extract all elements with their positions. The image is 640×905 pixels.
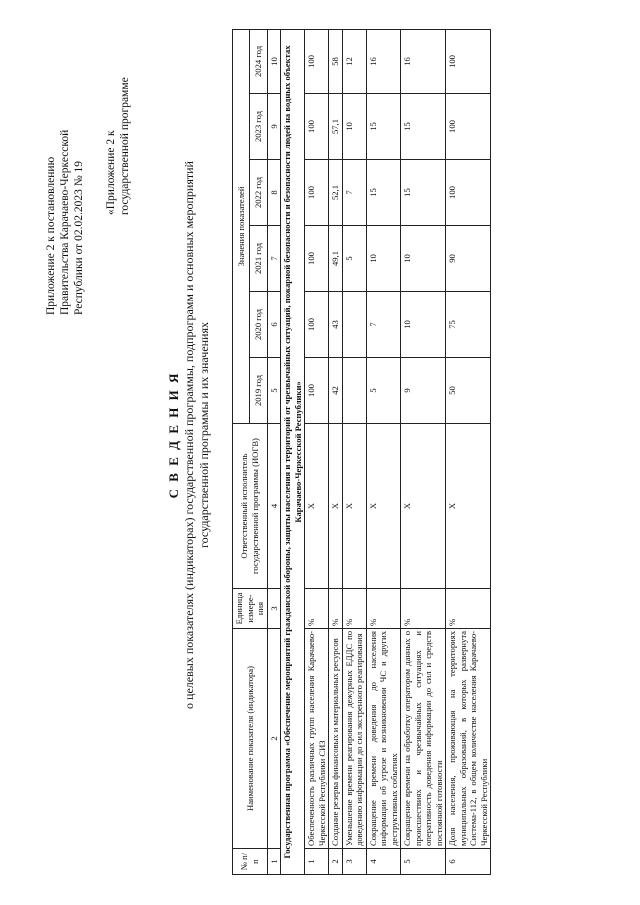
col-header-year: 2021 год xyxy=(250,226,267,292)
header-row xyxy=(233,29,250,874)
column-number: 2 xyxy=(267,629,281,849)
value-cell: 10 xyxy=(401,226,446,292)
column-number: 1 xyxy=(267,849,281,875)
approval-reference xyxy=(44,130,86,315)
executor-cell: X xyxy=(329,424,343,589)
col-header-year: 2020 год xyxy=(250,292,267,358)
executor-cell: X xyxy=(401,424,446,589)
value-cell: 15 xyxy=(366,160,401,226)
row-num: 2 xyxy=(329,849,343,875)
col-header-executor: Ответственный исполнитель государственной программы (ИОГВ) xyxy=(233,424,268,589)
column-number: 6 xyxy=(267,292,281,358)
executor-cell: X xyxy=(305,424,329,589)
value-cell: 75 xyxy=(446,292,491,358)
value-cell: 52,1 xyxy=(329,160,343,226)
col-header-name: Наименование показателя (индикатора) xyxy=(233,629,268,849)
column-number-row xyxy=(267,29,281,874)
row-num: 6 xyxy=(446,849,491,875)
value-cell: 58 xyxy=(329,29,343,93)
row-num: 4 xyxy=(366,849,401,875)
col-header-year: 2023 год xyxy=(250,94,267,160)
indicator-name: Создание резерва финансовых и материальных ресурсов xyxy=(329,629,343,849)
approval-line: Приложение 2 к постановлению xyxy=(45,156,57,315)
table-row xyxy=(342,29,366,874)
value-cell: 10 xyxy=(401,292,446,358)
approval-line: Республики от 02.02.2023 № 19 xyxy=(73,160,85,315)
table-row xyxy=(366,29,401,874)
indicators-table xyxy=(232,29,491,875)
section-row xyxy=(281,29,305,874)
value-cell: 9 xyxy=(401,358,446,424)
value-cell: 100 xyxy=(305,29,329,93)
value-cell xyxy=(342,292,366,358)
value-cell xyxy=(342,358,366,424)
value-cell: 16 xyxy=(401,29,446,93)
table-row xyxy=(401,29,446,874)
row-num: 5 xyxy=(401,849,446,875)
table-row xyxy=(305,29,329,874)
value-cell: 100 xyxy=(305,292,329,358)
row-num: 1 xyxy=(305,849,329,875)
column-number: 7 xyxy=(267,226,281,292)
unit-cell: % xyxy=(401,589,446,629)
value-cell: 100 xyxy=(446,160,491,226)
col-header-values-group: Значения показателей xyxy=(233,29,250,423)
value-cell: 7 xyxy=(342,160,366,226)
column-number: 8 xyxy=(267,160,281,226)
indicator-name: Сокращение времени доведения до населения информации об угрозе и возникновении ЧС и других деструктивных событиях xyxy=(366,629,401,849)
indicator-name: Доля населения, проживающая на территориях муниципальных образований, в которых развернута Система-112, в общем количестве населения Карачаево-Черкесской Республики xyxy=(446,629,491,849)
column-number: 3 xyxy=(267,589,281,629)
unit-cell: % xyxy=(366,589,401,629)
unit-cell: % xyxy=(446,589,491,629)
value-cell: 42 xyxy=(329,358,343,424)
row-num: 3 xyxy=(342,849,366,875)
column-number: 9 xyxy=(267,94,281,160)
value-cell: 100 xyxy=(446,94,491,160)
column-number: 10 xyxy=(267,29,281,93)
col-header-year: 2019 год xyxy=(250,358,267,424)
column-number: 5 xyxy=(267,358,281,424)
unit-cell: % xyxy=(342,589,366,629)
value-cell: 90 xyxy=(446,226,491,292)
document-subtitle-line: о целевых показателях (индикаторах) государственной программы, подпрограмм и основных мероприятий xyxy=(182,161,196,709)
value-cell: 100 xyxy=(305,358,329,424)
value-cell: 12 xyxy=(342,29,366,93)
title-block xyxy=(166,85,211,785)
value-cell: 49,1 xyxy=(329,226,343,292)
table-row xyxy=(329,29,343,874)
value-cell: 50 xyxy=(446,358,491,424)
approval-line: Правительства Карачаево-Черкесской xyxy=(59,129,71,315)
value-cell: 15 xyxy=(401,160,446,226)
value-cell: 10 xyxy=(366,226,401,292)
value-cell: 15 xyxy=(401,94,446,160)
col-header-year: 2024 год xyxy=(250,29,267,93)
program-appendix-reference xyxy=(104,77,132,215)
col-header-unit: Единица измере-ния xyxy=(233,589,268,629)
value-cell: 100 xyxy=(305,226,329,292)
value-cell: 100 xyxy=(305,94,329,160)
value-cell: 7 xyxy=(366,292,401,358)
value-cell: 5 xyxy=(342,226,366,292)
program-ref-line: государственной программе xyxy=(119,77,131,215)
col-header-num: № п/п xyxy=(233,849,268,875)
program-ref-line: «Приложение 2 к xyxy=(105,130,117,215)
executor-cell: X xyxy=(366,424,401,589)
unit-cell: % xyxy=(329,589,343,629)
value-cell: 43 xyxy=(329,292,343,358)
value-cell: 57,1 xyxy=(329,94,343,160)
table-row xyxy=(446,29,491,874)
executor-cell: X xyxy=(446,424,491,589)
document-heading: С В Е Д Е Н И Я xyxy=(166,371,181,499)
indicator-name: Сокращение времени на обработку оператором данных о происшествиях и чрезвычайных ситуациях и оперативность доведения информации до сил и средств постоянной готовности xyxy=(401,629,446,849)
indicator-name: Обеспеченность различных групп населения Карачаево-Черкесской Республики СИЗ xyxy=(305,629,329,849)
value-cell: 16 xyxy=(366,29,401,93)
column-number: 4 xyxy=(267,424,281,589)
value-cell: 5 xyxy=(366,358,401,424)
value-cell: 100 xyxy=(446,29,491,93)
program-section-title: Государственная программа «Обеспечение мероприятий гражданской обороны, защиты населения и территорий от чрезвычайных ситуаций, пожарной безопасности и безопасности людей на водных объектах Карачаево-Черкесской Республики» xyxy=(281,29,305,874)
executor-cell: X xyxy=(342,424,366,589)
value-cell: 100 xyxy=(305,160,329,226)
col-header-year: 2022 год xyxy=(250,160,267,226)
value-cell: 15 xyxy=(366,94,401,160)
document-subtitle-line: государственной программы и их значениях xyxy=(196,321,211,549)
unit-cell: % xyxy=(305,589,329,629)
indicator-name: Уменьшение времени реагирования дежурных ЕДДС по доведению информации до сил экстренного реагирования xyxy=(342,629,366,849)
value-cell: 10 xyxy=(342,94,366,160)
